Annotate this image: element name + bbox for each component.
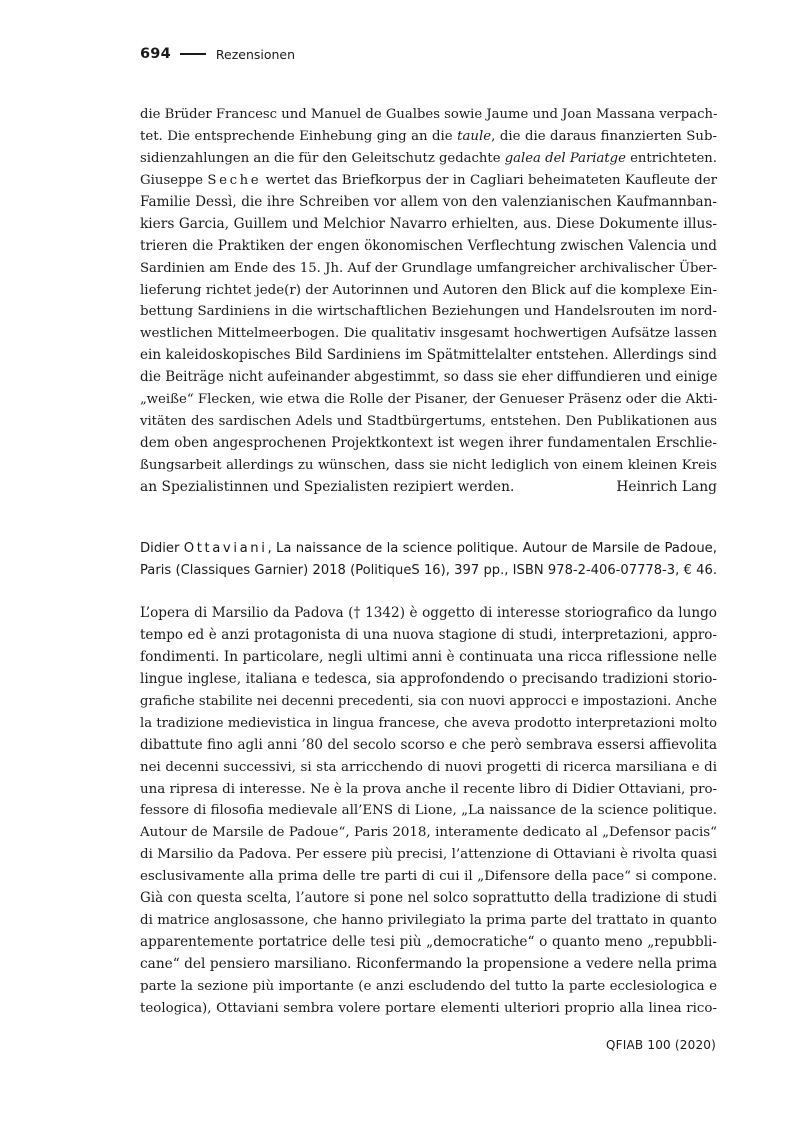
text-line: dibattute fino agli anni ’80 del secolo scorso e che però sembrava essersi affievolita — [140, 736, 717, 753]
text-line: ßungsarbeit allerdings zu wünschen, dass sie nicht lediglich von einem kleinen Kreis — [140, 458, 717, 473]
text-line: Già con questa scelta, l’autore si pone nel solco soprattutto della tradizione di studi — [140, 890, 717, 907]
text-line: die Beiträge nicht aufeinander abgestimmt, so dass sie eher diffundieren und einige — [140, 369, 718, 386]
text-line: kiers Garcia, Guillem und Melchior Navarro erhielten, aus. Diese Dokumente illus- — [140, 215, 717, 232]
page-number: 694 — [140, 46, 171, 62]
italic-term: galea del Pariatge — [504, 150, 626, 166]
text-line: esclusivamente alla prima delle tre parti di cui il „Difensore della pace“ si compone. — [140, 869, 717, 885]
text-line: tempo ed è anzi protagonista di una nuova stagione di studi, interpretazioni, appro- — [140, 626, 717, 643]
text-line: lingue inglese, italiana e tedesca, sia approfondendo o precisando tradizioni storio- — [140, 670, 717, 687]
text-line: vitäten des sardischen Adels und Stadtbürgertums, entstehen. Den Publikationen aus — [140, 414, 717, 430]
text-line: sidienzahlungen an die für den Geleitschutz gedachte galea del Pariatge entrichteten. — [140, 150, 717, 166]
text-line: la tradizione medievistica in lingua francese, che aveva prodotto interpretazioni molto — [140, 715, 717, 731]
text-line: dem oben angesprochenen Projektkontext ist wegen ihrer fundamentalen Erschlie- — [140, 435, 717, 452]
text-line: parte la sezione più importante (e anzi escludendo del tutto la parte ecclesiologica e — [140, 978, 717, 994]
text-line: nei decenni successivi, si sta arricchendo di nuovi progetti di ricerca marsiliana e di — [140, 759, 717, 775]
author-surname: Ottaviani — [183, 541, 268, 556]
text-line: fondimenti. In particolare, negli ultimi anni è continuata una ricca riflessione nelle — [140, 648, 717, 665]
text-line: fessore di filosofia medievale all’ENS di Lione, „La naissance de la science politique. — [140, 803, 717, 819]
bibliographic-entry — [140, 538, 717, 582]
text-line: apparentemente portatrice delle tesi più „democratiche“ o quanto meno „repubbli- — [140, 934, 717, 951]
text-line: teologica), Ottaviani sembra volere portare elementi ulteriori proprio alla linea rico- — [140, 1000, 717, 1016]
review-text-ottaviani — [140, 603, 717, 1020]
reviewer-name: Heinrich Lang — [616, 478, 717, 495]
text-line: bettung Sardiniens in die wirtschaftlichen Beziehungen und Handelsrouten im nord- — [140, 304, 717, 320]
text-line: westlichen Mittelmeerbogen. Die qualitativ insgesamt hochwertigen Aufsätze lassen — [140, 326, 717, 342]
text-line: ein kaleidoskopisches Bild Sardiniens im Spätmittelalter entstehen. Allerdings sind — [140, 347, 717, 364]
italic-term: taule — [457, 128, 492, 144]
line-text: an Spezialistinnen und Spezialisten rezipiert werden. — [140, 478, 515, 495]
text-line: di matrice anglosassone, che hanno privilegiato la prima parte del trattato in quanto — [140, 913, 717, 929]
section-title: Rezensionen — [215, 46, 296, 62]
header-rule — [180, 53, 206, 55]
text-line: Sardinien am Ende des 15. Jh. Auf der Grundlage umfangreicher archivalischer Über- — [140, 260, 717, 276]
text-line: lieferung richtet jede(r) der Autorinnen und Autoren den Blick auf die komplexe Ein- — [140, 282, 718, 298]
text-line: tet. Die entsprechende Einhebung ging an die taule, die die daraus finanzierten Sub- — [140, 128, 717, 144]
text-line: Didier Ottaviani, La naissance de la science politique. Autour de Marsile de Padoue, — [140, 541, 717, 556]
text-line: grafiche stabilite nei decenni precedenti, sia con nuovi approcci e impostazioni. Anche — [140, 693, 717, 709]
text-line: die Brüder Francesc und Manuel de Gualbes sowie Jaume und Joan Massana verpach- — [140, 107, 718, 122]
text-line: Paris (Classiques Garnier) 2018 (PolitiqueS 16), 397 pp., ISBN 978-2-406-07778-3, € 46. — [140, 562, 717, 578]
text-line: Autour de Marsile de Padoue“, Paris 2018, interamente dedicato al „Defensor pacis“ — [140, 825, 717, 841]
author-surname: Seche — [207, 172, 262, 188]
text-line — [140, 477, 717, 499]
text-line: L’opera di Marsilio da Padova († 1342) è oggetto di interesse storiografico da lungo — [140, 605, 717, 621]
text-line: una ripresa di interesse. Ne è la prova anche il recente libro di Didier Ottaviani, pro- — [140, 781, 718, 797]
text-line: Giuseppe Seche wertet das Briefkorpus der in Cagliari beheimateten Kaufleute der — [140, 172, 717, 188]
text-line: „weiße“ Flecken, wie etwa die Rolle der Pisaner, der Genueser Präsenz oder die Akti- — [140, 392, 718, 408]
text-line: trieren die Praktiken der engen ökonomischen Verflechtung zwischen Valencia und — [140, 237, 717, 254]
review-text-lang — [140, 104, 717, 499]
text-line: di Marsilio da Padova. Per essere più precisi, l’attenzione di Ottaviani è rivolta quasi — [140, 847, 717, 863]
text-line: Familie Dessì, die ihre Schreiben vor allem von den valenzianischen Kaufmannban- — [140, 193, 717, 210]
running-head — [140, 44, 295, 64]
journal-footer: QFIAB 100 (2020) — [606, 1038, 716, 1052]
text-line: cane“ del pensiero marsiliano. Riconfermando la propensione a vedere nella prima — [140, 956, 717, 972]
